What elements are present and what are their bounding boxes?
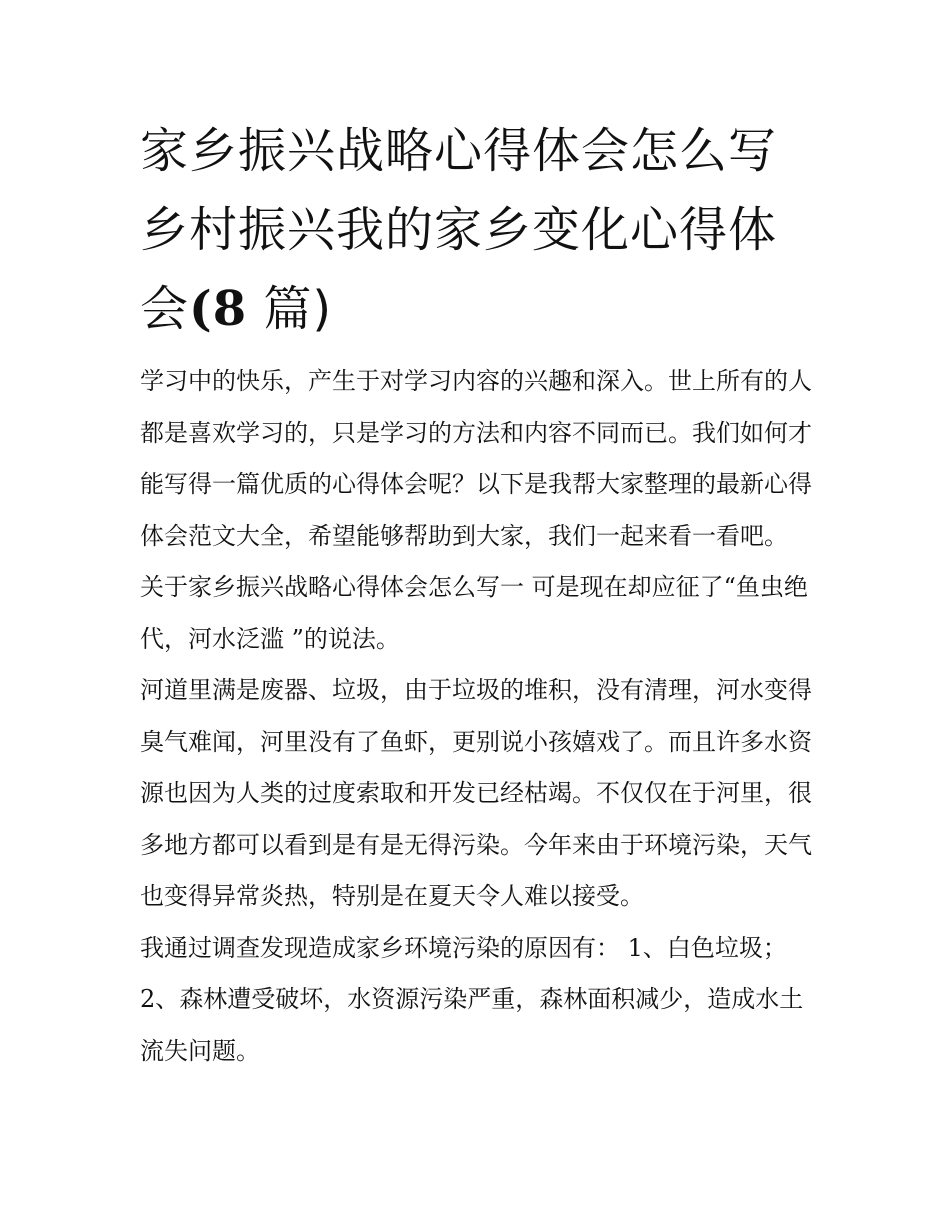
title-count: (8 [189, 281, 248, 337]
title-suffix: 篇) [247, 281, 333, 337]
paragraph-heading-one: 关于家乡振兴战略心得体会怎么写一 可是现在却应征了“鱼虫绝代，河水泛滥 ”的说法。 [140, 573, 808, 653]
paragraph-river: 河道里满是废器、垃圾，由于垃圾的堆积，没有清理，河水变得臭气难闻，河里没有了鱼虾，更别说小孩嬉戏了。而且许多水资源也因为人类的过度索取和开发已经枯竭。不仅仅在于河里，很多地方都可以看到是有是无得污染。今年来由于环境污染，天气也变得异常炎热，特别是在夏天令人难以接受。 [140, 676, 812, 910]
document-title [140, 112, 820, 349]
title-text: 家乡振兴战略心得体会怎么写乡村振兴我的家乡变化心得体会 [140, 123, 778, 337]
paragraph-intro: 学习中的快乐，产生于对学习内容的兴趣和深入。世上所有的人都是喜欢学习的，只是学习的方法和内容不同而已。我们如何才能写得一篇优质的心得体会呢？以下是我帮大家整理的最新心得体会范文大全，希望能够帮助到大家，我们一起来看一看吧。 [140, 367, 812, 550]
paragraph-causes: 我通过调查发现造成家乡环境污染的原因有： 1、白色垃圾；2、森林遭受破坏，水资源污染严重，森林面积减少，造成水土流失问题。 [140, 933, 804, 1065]
document-body [140, 356, 815, 1077]
